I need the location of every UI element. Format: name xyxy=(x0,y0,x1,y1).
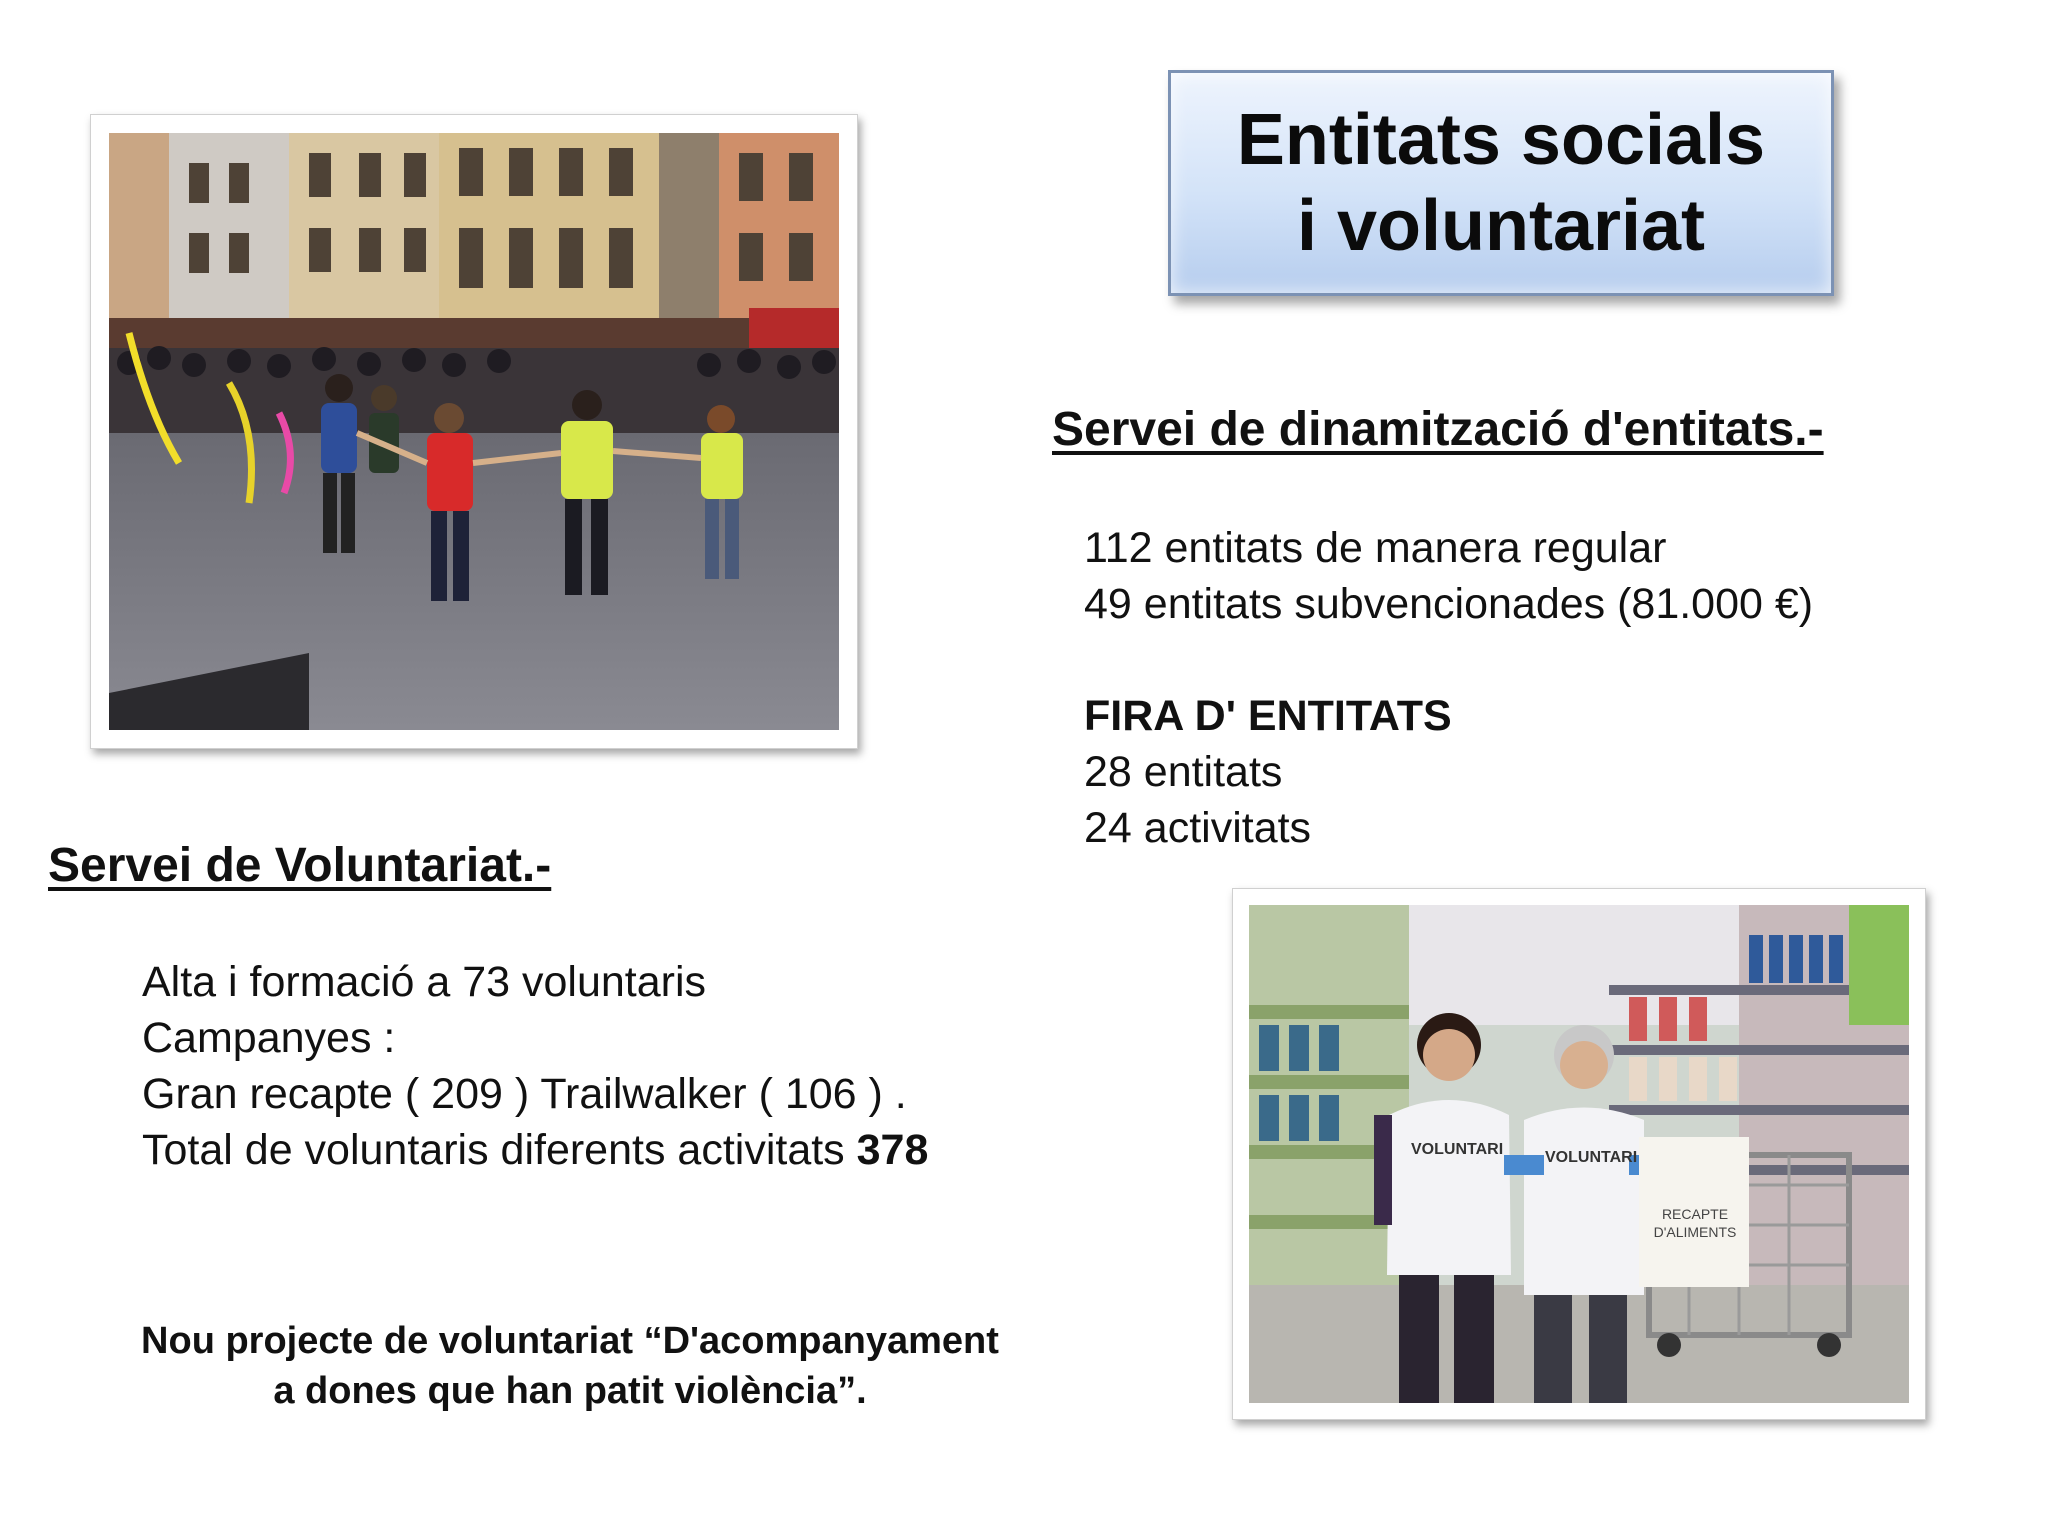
photo-street-dance xyxy=(90,114,858,749)
voluntariat-line-2: Campanyes : xyxy=(142,1014,396,1062)
dinamitzacio-list xyxy=(1084,520,1813,856)
voluntariat-line-4 xyxy=(142,1122,928,1178)
dinamitzacio-line-1: 112 entitats de manera regular xyxy=(1084,524,1667,572)
shirt-text-1: VOLUNTARI xyxy=(1411,1141,1504,1158)
fira-line-2: 24 activitats xyxy=(1084,804,1312,852)
photo-supermarket-volunteers xyxy=(1232,888,1926,1420)
dinamitzacio-line-2: 49 entitats subvencionades (81.000 €) xyxy=(1084,580,1814,628)
bag-text: RECAPTE D'ALIMENTS xyxy=(1653,1206,1737,1240)
street-dance-photo-icon xyxy=(109,133,839,730)
voluntariat-line-1: Alta i formació a 73 voluntaris xyxy=(142,958,707,1006)
shirt-text-2: VOLUNTARI xyxy=(1545,1149,1638,1166)
note-line-2: a dones que han patit violència”. xyxy=(273,1370,867,1412)
voluntariat-line-3: Gran recapte ( 209 ) Trailwalker ( 106 ) . xyxy=(142,1070,907,1118)
voluntariat-total-value: 378 xyxy=(856,1126,929,1174)
title-line-2: i voluntariat xyxy=(1296,186,1706,266)
heading-dinamitzacio: Servei de dinamització d'entitats.- xyxy=(1052,403,1824,456)
voluntariat-total-label: Total de voluntaris diferents activitats xyxy=(142,1126,857,1174)
voluntariat-list xyxy=(142,954,928,1178)
fira-title: FIRA D' ENTITATS xyxy=(1084,692,1452,740)
slide-title xyxy=(1237,97,1765,269)
title-line-1: Entitats socials xyxy=(1236,100,1766,180)
new-project-note xyxy=(80,1316,1060,1416)
fira-line-1: 28 entitats xyxy=(1084,748,1283,796)
spacer xyxy=(1084,632,1813,688)
note-line-1: Nou projecte de voluntariat “D'acompanyament xyxy=(141,1320,999,1362)
title-box xyxy=(1168,70,1834,296)
heading-voluntariat: Servei de Voluntariat.- xyxy=(48,839,552,892)
